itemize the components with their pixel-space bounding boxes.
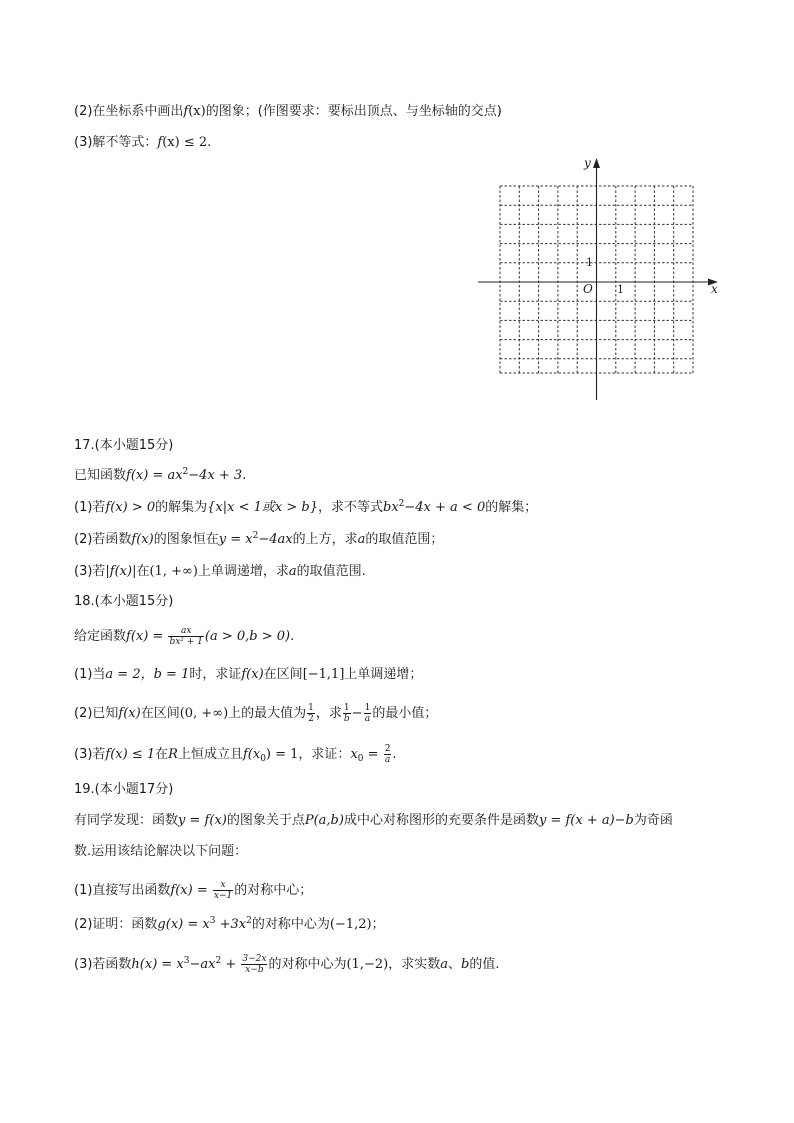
math: 2 [215,956,222,966]
q16-part2 [74,103,502,121]
text: (1)直接写出函数 [74,883,171,898]
text: ，求证： [298,747,351,762]
math: f(x) = [126,629,168,644]
math: +3x [215,917,247,932]
q18-given [74,626,294,647]
math: P(a,b) [304,813,344,828]
fraction [307,703,315,724]
denominator: x−1 [213,891,233,901]
math: 2 [252,531,259,541]
math: 0 [260,754,266,764]
text: (2)在坐标系中画出 [74,104,184,119]
text: 的对称中心； [234,883,313,898]
math: f(x) ≤ 1 [105,747,156,762]
q18-title: 18.(本小题15分) [74,594,174,609]
math: −ax [189,957,216,972]
math: b [461,957,470,972]
numerator: 3−2x [242,954,267,964]
math: ≤ 2 [179,135,208,150]
math: −4ax [258,532,293,547]
math: f(x) = ax [126,468,183,483]
math: 3 [183,956,190,966]
math: y = f(x) [178,813,227,828]
math: f(x) > 0 [105,500,156,515]
math: 3 [209,916,216,926]
text: . [207,135,212,150]
fraction [168,626,203,647]
text: 上的最大值为 [228,706,307,721]
fraction [343,703,351,724]
q18-part3 [74,744,397,765]
math: f [183,104,189,119]
text: (2)证明：函数 [74,917,158,932]
text: 成中心对称图形的充要条件是函数 [343,813,539,828]
math: (x) [162,135,180,150]
x-axis-label: x [711,282,718,296]
math: −4x + a < 0 [404,500,486,515]
fraction [364,703,372,724]
fraction [213,880,233,901]
text: 上单调递增，求 [197,564,289,579]
math: a [440,957,448,972]
q17-given [74,467,246,485]
math: (x) [188,104,206,119]
denominator: x−b [245,965,264,975]
y-axis-arrow-icon [593,158,600,168]
math: h(x) = x [131,957,184,972]
text: (3)若函数 [74,957,132,972]
q19-given-line2: 数.运用该结论解决以下问题： [74,844,248,859]
q16-part3 [74,134,211,152]
q18-part1 [74,666,422,684]
text: 的取值范围. [296,564,366,579]
text: 的对称中心为 [251,917,330,932]
text: (3)若 [74,564,106,579]
math: R [168,747,178,762]
numerator: ax [168,626,203,637]
math: y = f(x + a)−b [538,813,634,828]
text: 已知函数 [74,468,127,483]
text: 的取值范围； [365,532,444,547]
numerator: 2 [384,744,391,754]
text: 的解集为 [155,500,208,515]
text: 有同学发现：函数 [74,813,179,828]
numerator: x [213,880,233,891]
text: (2)若函数 [74,532,132,547]
text: (3)解不等式： [74,135,158,150]
fraction [384,744,392,765]
math: {x|x < 1或x > b} [207,500,318,515]
text: 的对称中心为 [268,957,347,972]
math: y = x [218,532,253,547]
text: 的图象；(作图要求：要标出顶点、与坐标轴的交点) [205,104,502,119]
text: (1)当 [74,667,106,682]
text: 上恒成立且 [177,747,243,762]
math: f(x) [241,667,264,682]
text: . [392,747,397,762]
numerator: 1 [343,703,350,713]
x-tick-label: 1 [617,283,624,296]
text: 为奇函 [633,813,673,828]
text: . [290,629,295,644]
math: (0, +∞) [179,706,229,721]
text: 的解集； [485,500,538,515]
math: |f(x)| [105,564,137,579]
text: 给定函数 [74,629,127,644]
math: a = 2，b = 1 [105,667,190,682]
fraction [241,954,267,975]
math: x [350,747,358,762]
numerator: 1 [364,703,371,713]
q17-part1 [74,499,537,517]
math: 2 [246,916,252,926]
math: (1, +∞) [149,564,198,579]
text: 的最小值； [372,706,438,721]
math: = [363,747,383,762]
math: (−1,2) [329,917,372,932]
text: 的值. [469,957,500,972]
math: a [357,532,366,547]
text: . [242,468,247,483]
math: g(x) = x [157,917,210,932]
math: [−1,1] [302,667,345,682]
math: f(x) = [170,883,212,898]
denominator: a [384,755,391,765]
denominator: a [364,714,371,724]
text: ； [371,917,385,932]
text: 的上方，求 [292,532,358,547]
text: 上单调递增； [344,667,423,682]
text: 的图象关于点 [226,813,305,828]
text: 的图象恒在 [153,532,219,547]
denominator: bx² + 1 [169,637,203,647]
text: ，求不等式 [317,500,383,515]
denominator: b [343,714,350,724]
math: f(x) [131,532,154,547]
numerator: 1 [308,703,314,713]
math: + [221,957,241,972]
math: −4x + 3 [188,468,243,483]
q17-part2 [74,531,443,549]
y-axis-label: y [584,156,591,170]
math: f(x) [118,706,141,721]
text: 时，求证 [189,667,242,682]
math: 2 [182,467,189,477]
text: 在区间 [263,667,303,682]
math: f [157,135,163,150]
denominator: 2 [308,714,314,724]
q18-part2 [74,703,437,724]
math: 0 [357,754,364,764]
q17-title: 17.(本小题15分) [74,438,174,453]
text: ，求实数 [388,957,441,972]
text: (1)若 [74,500,106,515]
math: − [351,706,363,721]
text: 在 [155,747,169,762]
math: 2 [398,499,405,509]
origin-label: O [583,282,593,296]
coordinate-grid [470,152,730,404]
text: (3)若 [74,747,106,762]
math: a [288,564,297,579]
text: 、 [447,957,461,972]
q19-title: 19.(本小题17分) [74,782,174,797]
q19-part3 [74,954,499,975]
text: ，求 [315,706,342,721]
math: bx [383,500,399,515]
text: 在区间 [140,706,180,721]
math: ) = 1 [265,747,299,762]
math: f(x [242,747,261,762]
q17-part3 [74,563,366,581]
math: (1,−2) [346,957,389,972]
q19-part2 [74,916,385,934]
text: 在 [136,564,150,579]
q19-given-line1 [74,812,673,830]
y-tick-label: 1 [586,256,593,269]
math: (a > 0,b > 0) [204,629,291,644]
q19-part1 [74,880,312,901]
text: (2)已知 [74,706,119,721]
